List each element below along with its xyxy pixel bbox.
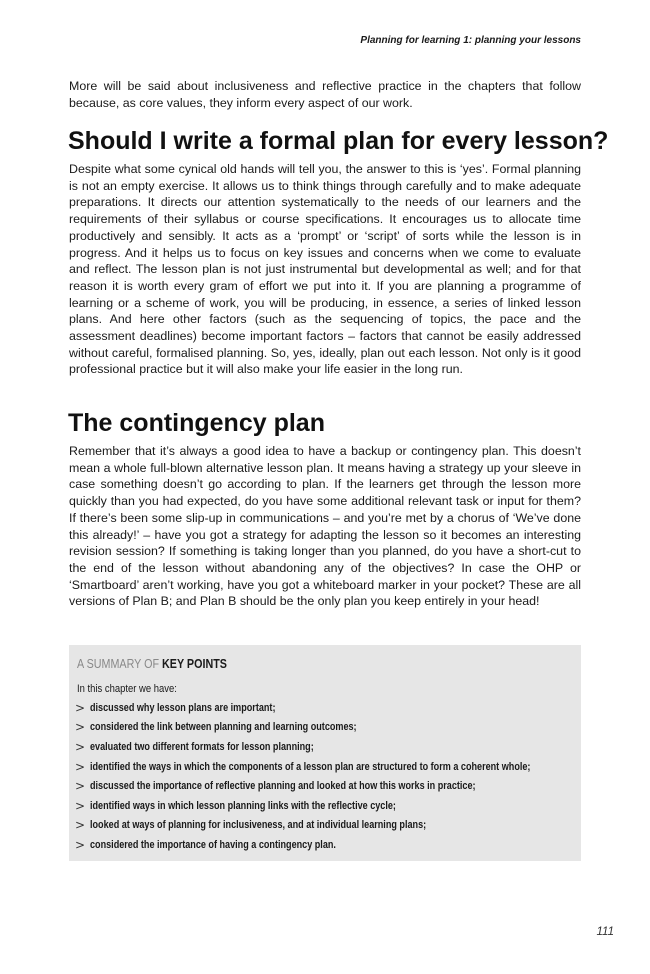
summary-intro: In this chapter we have: <box>77 683 177 695</box>
summary-title <box>77 657 227 671</box>
key-point-text: looked at ways of planning for inclusiveness, and at individual learning plans; <box>90 819 427 832</box>
key-point-text: considered the link between planning and learning outcomes; <box>90 721 357 734</box>
bullet-arrow-icon: > <box>75 720 86 735</box>
bullet-arrow-icon: > <box>75 700 86 715</box>
key-point-item <box>75 737 614 757</box>
section-heading-formal-plan: Should I write a formal plan for every lesson? <box>68 127 609 155</box>
running-header: Planning for learning 1: planning your lessons <box>360 35 581 46</box>
key-points-summary-box <box>69 645 581 861</box>
key-point-text: identified ways in which lesson planning links with the reflective cycle; <box>90 799 396 812</box>
key-point-item <box>75 776 614 796</box>
summary-title-prefix: A SUMMARY OF <box>77 657 163 671</box>
key-point-item <box>75 835 614 855</box>
formal-plan-paragraph: Despite what some cynical old hands will tell you, the answer to this is ‘yes’. Formal planning is not an empty exercise. It allows us to think things through carefully and to make adequate preparations. It directs our attention systematically to the needs of our learners and the requirements of their syllabus or course specifications. It encourages us to allocate time productively and sensibly. It acts as a ‘prompt’ or ‘script’ of sorts while the lesson is in progress. And it helps us to focus on key issues and concerns when we come to evaluate and reflect. The lesson plan is not just instrumental but developmental as well; and for that reason it is worth every gram of effort we put into it. If you are planning a programme of learning or a scheme of work, you will be producing, in essence, a series of linked lesson plans. And here other factors (such as the sequencing of topics, the pace and the assessment deadlines) become important factors – factors that cannot be easily addressed without careful, formalised planning. So, yes, ideally, plan out each lesson. Not only is it good professional practice but it will also make your life easier in the long run. <box>69 162 581 377</box>
summary-title-emphasis: KEY POINTS <box>162 657 227 671</box>
key-point-item <box>75 816 614 836</box>
key-point-item <box>75 757 614 777</box>
bullet-arrow-icon: > <box>75 837 86 852</box>
bullet-arrow-icon: > <box>75 818 86 833</box>
key-point-text: discussed why lesson plans are important; <box>90 701 276 714</box>
key-point-item <box>75 698 614 718</box>
bullet-arrow-icon: > <box>75 779 86 794</box>
page-number: 111 <box>596 926 614 938</box>
key-points-list <box>75 698 614 855</box>
key-point-text: discussed the importance of reflective planning and looked at how this works in practice; <box>90 780 476 793</box>
bullet-arrow-icon: > <box>75 798 86 813</box>
intro-paragraph: More will be said about inclusiveness and reflective practice in the chapters that follow because, as core values, they inform every aspect of our work. <box>69 79 581 110</box>
contingency-plan-paragraph: Remember that it’s always a good idea to have a backup or contingency plan. This doesn’t mean a whole full-blown alternative lesson plan. It means having a strategy up your sleeve in case something doesn’t go according to plan. If the learners get through the lesson more quickly than you had expected, do you have some additional relevant task or input for them? If there’s been some slip-up in communications – and you’re met by a chorus of ‘We’ve done this already!’ – have you got a strategy for adapting the lesson so it becomes an interesting revision session? If something is taking longer than you planned, do you have a short-cut to the end of the lesson without abandoning any of the objectives? In case the OHP or ‘Smartboard’ aren’t working, have you got a whiteboard marker in your pocket? These are all versions of Plan B; and Plan B should be the only plan you keep entirely in your head! <box>69 444 581 609</box>
bullet-arrow-icon: > <box>75 759 86 774</box>
key-point-text: evaluated two different formats for lesson planning; <box>90 740 314 753</box>
key-point-text: identified the ways in which the components of a lesson plan are structured to form a coherent whole; <box>90 760 531 773</box>
bullet-arrow-icon: > <box>75 739 86 754</box>
key-point-item <box>75 718 614 738</box>
section-heading-contingency-plan: The contingency plan <box>68 409 325 437</box>
key-point-text: considered the importance of having a contingency plan. <box>90 838 336 851</box>
key-point-item <box>75 796 614 816</box>
